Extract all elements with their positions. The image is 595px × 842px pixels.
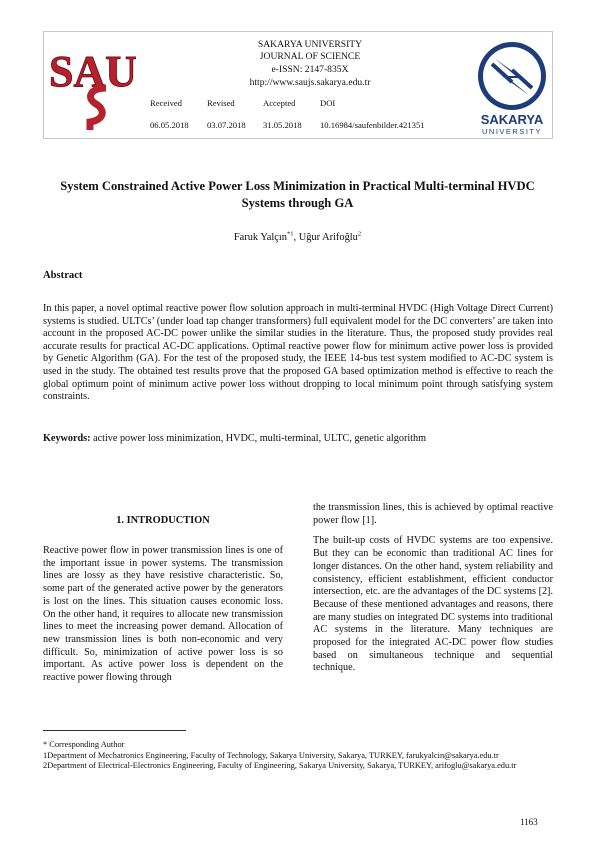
- university-name: SAKARYA UNIVERSITY: [257, 39, 363, 50]
- author-2-affiliation: 2: [357, 230, 362, 238]
- author-separator: ,: [293, 232, 299, 243]
- value-doi[interactable]: 10.16984/saufenbilder.421351: [320, 120, 425, 130]
- author-list: [60, 232, 535, 243]
- journal-name: JOURNAL OF SCIENCE: [259, 51, 361, 62]
- paper-title: System Constrained Active Power Loss Minimization in Practical Multi-terminal HVDC Systems through GA: [60, 179, 535, 210]
- label-revised: Revised: [207, 98, 235, 108]
- label-received: Received: [150, 98, 182, 108]
- sau-logo: [50, 44, 136, 132]
- label-accepted: Accepted: [263, 98, 296, 108]
- abstract-heading: Abstract: [43, 270, 83, 281]
- abstract-text: In this paper, a novel optimal reactive power flow solution approach in multi-terminal HVDC (High Voltage Direct Current) systems is studied. ULTCs’ (under load tap changer transformers) full equivalent model for the DC converters’ are taken into account in the proposed AC-DC power unlike the similar studies in the literature. Thus, the proposed study provides real accurate results for practical AC-DC applications. Optimal reactive power flow for minimum active power loss is provided by Genetic Algorithm (GA). For the test of the proposed study, the IEEE 14-bus test system modified to AC-DC system is used in the study. The obtained test results prove that the proposed GA based optimization method is effective to reach the global optimum point of minimum active power loss without dropping to local minimum point through satisfying system constraints.: [43, 303, 553, 403]
- paragraph: Reactive power flow in power transmission lines is one of the important issue in power systems. The transmission lines are lossy as they have resistive characteristic. So, some part of the generated active power by the generators is lost on the lines. This situation causes economic loss. On the other hand, it requires to allocate new transmission lines to meet the increasing power demand. Allocation of new transmission lines is both non-economic and very difficult. So, minimization of active power loss is so important. As active power loss is dependent on the reactive power flowing through: [43, 545, 283, 684]
- value-accepted: 31.05.2018: [263, 120, 302, 130]
- paragraph: the transmission lines, this is achieved by optimal reactive power flow [1].: [313, 502, 553, 526]
- issn: e-ISSN: 2147-835X: [271, 64, 349, 75]
- value-received: 06.05.2018: [150, 120, 189, 130]
- footnote-corresponding: * Corresponding Author: [43, 740, 125, 749]
- author-2: Uğur Arifoğlu: [298, 232, 358, 243]
- author-1: Faruk Yalçın: [233, 232, 287, 243]
- keywords: [43, 433, 553, 446]
- sakarya-university-logo: [472, 38, 552, 136]
- right-column: [313, 502, 553, 683]
- value-revised: 03.07.2018: [207, 120, 246, 130]
- label-doi: DOI: [320, 98, 336, 108]
- keywords-list: active power loss minimization, HVDC, multi-terminal, ULTC, genetic algorithm: [90, 433, 427, 444]
- page-number: 1163: [520, 817, 538, 827]
- footnotes: [43, 740, 553, 772]
- logo-sakarya-text: SAKARYA: [480, 112, 544, 127]
- section-heading-introduction: 1. INTRODUCTION: [116, 515, 210, 526]
- keywords-label: Keywords:: [43, 433, 91, 444]
- paragraph: The built-up costs of HVDC systems are too expensive. But they can be economic than traditional AC lines for longer distances. On the other hand, system reliability and consistency, efficient establishment, efficient conductor intersection, etc. are the advantages of the DC systems [2]. Because of these mentioned advantages and reasons, there are many studies on integrated DC systems into traditional AC systems in the literature. Many techniques are proposed for the integrated AC-DC power flow studies based on simultaneous technique and sequential technique.: [313, 535, 553, 674]
- journal-url[interactable]: http://www.saujs.sakarya.edu.tr: [249, 77, 371, 88]
- left-column: [43, 515, 283, 693]
- footnote-affiliation-2: 2Department of Electrical-Electronics Engineering, Faculty of Engineering, Sakarya University, Sakarya, TURKEY, arifoglu@sakarya.edu.tr: [43, 761, 517, 771]
- footnote-affiliation-1: 1Department of Mechatronics Engineering, Faculty of Technology, Sakarya University, Sakarya, TURKEY, farukyalcin@sakarya.edu.tr: [43, 750, 499, 760]
- author-1-affiliation: *1: [286, 230, 294, 238]
- footnote-divider: [43, 730, 186, 731]
- logo-university-text: UNIVERSITY: [481, 127, 543, 136]
- sau-logo-text: SAU: [50, 47, 136, 96]
